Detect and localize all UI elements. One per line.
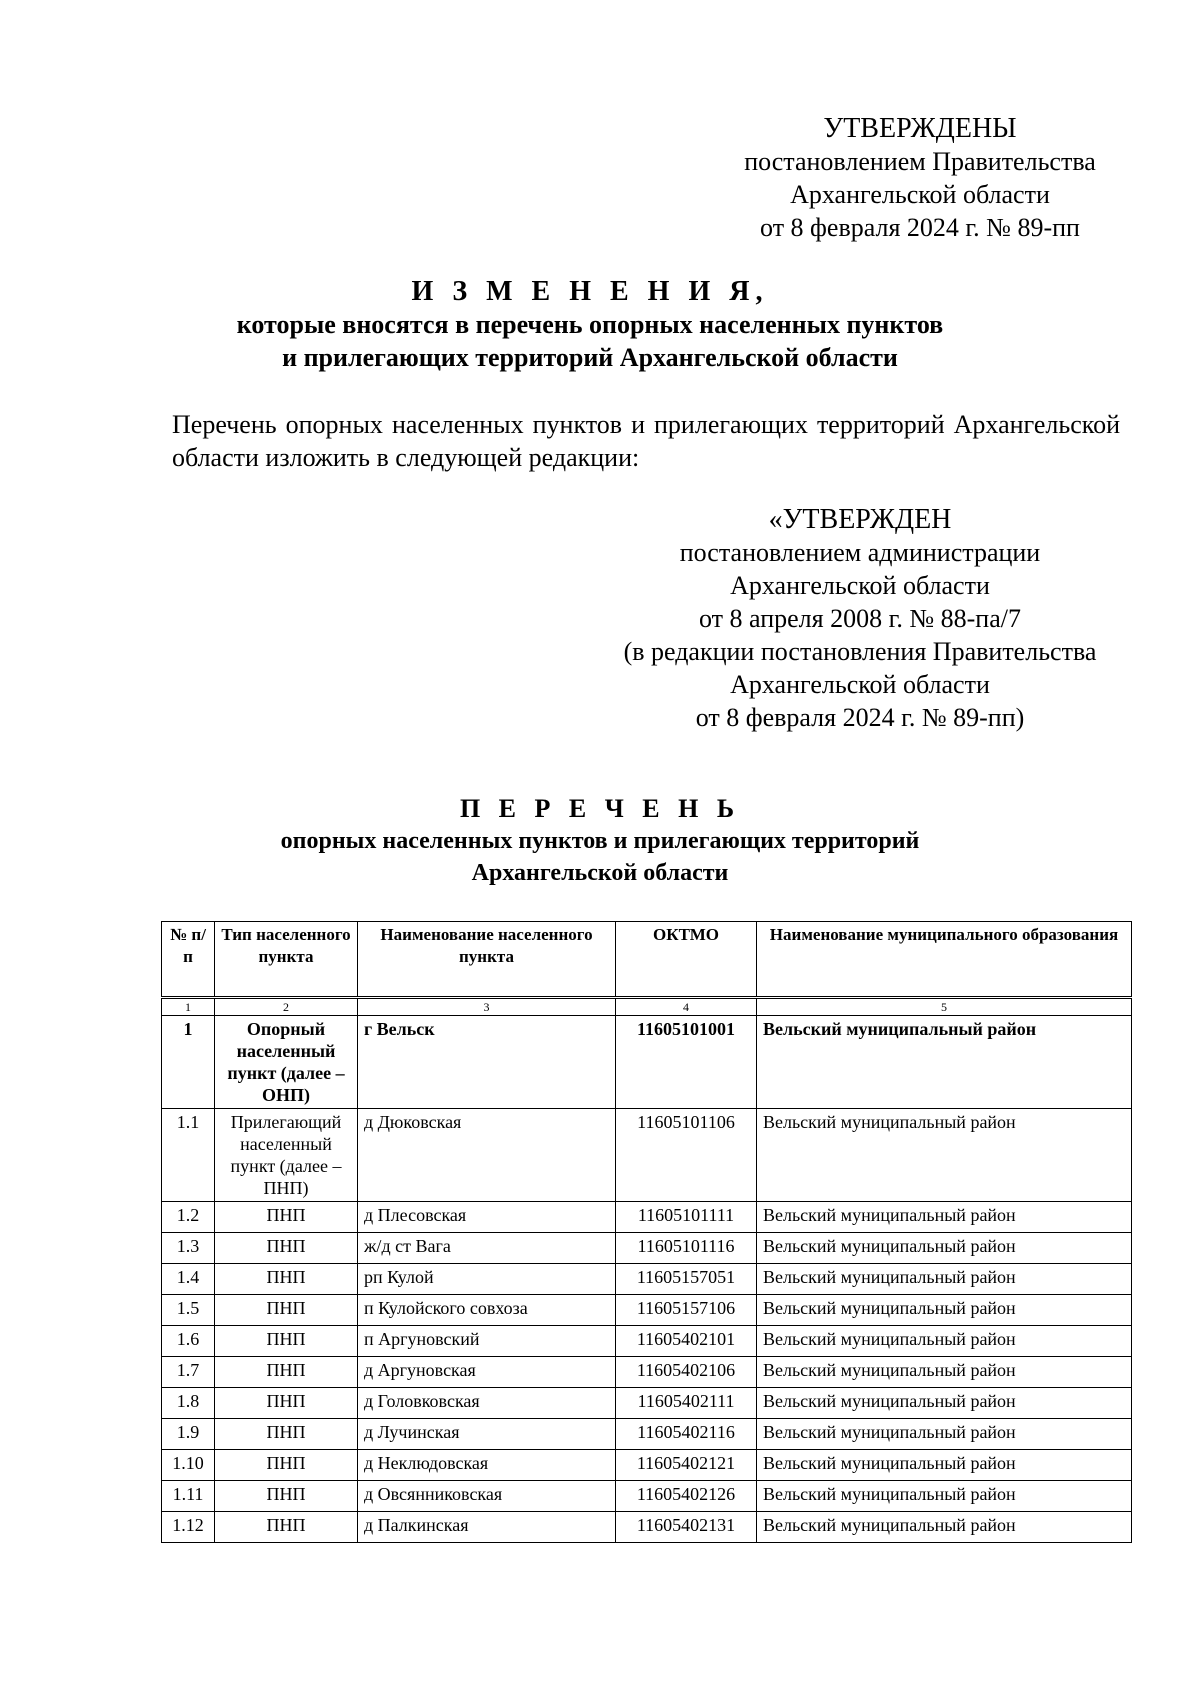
approval2-line: Архангельской области xyxy=(730,670,990,699)
settlements-table xyxy=(161,921,1132,1543)
list-title-block xyxy=(140,793,1060,889)
cell-oktmo: 11605402121 xyxy=(616,1450,757,1481)
approval-line: Архангельской области xyxy=(790,180,1050,209)
cell-oktmo: 11605157051 xyxy=(616,1264,757,1295)
header-oktmo: ОКТМО xyxy=(616,922,757,998)
cell-type: ПНП xyxy=(215,1450,358,1481)
cell-name: д Палкинская xyxy=(358,1512,616,1543)
list-subtitle: опорных населенных пунктов и прилегающих территорий xyxy=(280,828,920,854)
cell-name: д Дюковская xyxy=(358,1109,616,1202)
cell-type: ПНП xyxy=(215,1233,358,1264)
approval2-line: от 8 апреля 2008 г. № 88-па/7 xyxy=(699,604,1021,633)
table-row xyxy=(162,1450,1132,1481)
cell-number: 1.12 xyxy=(162,1512,215,1543)
cell-number: 1.9 xyxy=(162,1419,215,1450)
table-row xyxy=(162,1016,1132,1109)
cell-name: д Плесовская xyxy=(358,1202,616,1233)
cell-oktmo: 11605101001 xyxy=(616,1016,757,1109)
changes-subtitle: и прилегающих территорий Архангельской области xyxy=(282,343,898,372)
cell-number: 1 xyxy=(162,1016,215,1109)
cell-type: ПНП xyxy=(215,1419,358,1450)
header-municipality: Наименование муниципального образования xyxy=(757,922,1132,998)
table-row xyxy=(162,1202,1132,1233)
approval2-heading: «УТВЕРЖДЕН xyxy=(768,504,952,535)
cell-type: ПНП xyxy=(215,1357,358,1388)
cell-municipality: Вельский муниципальный район xyxy=(757,1233,1132,1264)
cell-type: ПНП xyxy=(215,1481,358,1512)
cell-number: 1.6 xyxy=(162,1326,215,1357)
cell-type: ПНП xyxy=(215,1295,358,1326)
intro-paragraph: Перечень опорных населенных пунктов и прилегающих территорий Архангельской области изложить в следующей редакции: xyxy=(172,410,1120,472)
table-header-row xyxy=(162,922,1132,998)
cell-municipality: Вельский муниципальный район xyxy=(757,1016,1132,1109)
cell-number: 1.3 xyxy=(162,1233,215,1264)
cell-municipality: Вельский муниципальный район xyxy=(757,1109,1132,1202)
cell-name: п Кулойского совхоза xyxy=(358,1295,616,1326)
table-row xyxy=(162,1481,1132,1512)
cell-name: д Овсянниковская xyxy=(358,1481,616,1512)
cell-municipality: Вельский муниципальный район xyxy=(757,1202,1132,1233)
cell-name: д Аргуновская xyxy=(358,1357,616,1388)
approval-stamp-2 xyxy=(590,503,1130,734)
approval2-line: постановлением администрации xyxy=(679,538,1041,567)
cell-name: рп Кулой xyxy=(358,1264,616,1295)
cell-name: д Неклюдовская xyxy=(358,1450,616,1481)
header-number: № п/п xyxy=(162,922,215,998)
table-row xyxy=(162,1419,1132,1450)
cell-oktmo: 11605101106 xyxy=(616,1109,757,1202)
cell-municipality: Вельский муниципальный район xyxy=(757,1295,1132,1326)
cell-oktmo: 11605402111 xyxy=(616,1388,757,1419)
approval2-line: от 8 февраля 2024 г. № 89-пп) xyxy=(695,703,1025,732)
cell-number: 1.7 xyxy=(162,1357,215,1388)
header-type: Тип населенного пункта xyxy=(215,922,358,998)
table-column-numbers xyxy=(162,998,1132,1016)
cell-type: ПНП xyxy=(215,1512,358,1543)
cell-number: 1.5 xyxy=(162,1295,215,1326)
cell-type: ПНП xyxy=(215,1388,358,1419)
column-number: 3 xyxy=(358,998,616,1016)
table-row xyxy=(162,1295,1132,1326)
cell-oktmo: 11605402116 xyxy=(616,1419,757,1450)
cell-type: ПНП xyxy=(215,1326,358,1357)
approval2-line: Архангельской области xyxy=(730,571,990,600)
cell-name: п Аргуновский xyxy=(358,1326,616,1357)
column-number: 4 xyxy=(616,998,757,1016)
cell-name: д Головковская xyxy=(358,1388,616,1419)
cell-oktmo: 11605402131 xyxy=(616,1512,757,1543)
cell-municipality: Вельский муниципальный район xyxy=(757,1357,1132,1388)
list-title: П Е Р Е Ч Е Н Ь xyxy=(459,794,741,823)
cell-number: 1.10 xyxy=(162,1450,215,1481)
cell-oktmo: 11605402106 xyxy=(616,1357,757,1388)
approval-line: от 8 февраля 2024 г. № 89-пп xyxy=(760,213,1080,242)
cell-name: г Вельск xyxy=(358,1016,616,1109)
cell-oktmo: 11605402126 xyxy=(616,1481,757,1512)
cell-oktmo: 11605157106 xyxy=(616,1295,757,1326)
approval-stamp xyxy=(720,112,1120,244)
column-number: 5 xyxy=(757,998,1132,1016)
table-row xyxy=(162,1326,1132,1357)
cell-municipality: Вельский муниципальный район xyxy=(757,1419,1132,1450)
list-subtitle: Архангельской области xyxy=(471,860,729,886)
table-row xyxy=(162,1109,1132,1202)
cell-name: д Лучинская xyxy=(358,1419,616,1450)
column-number: 2 xyxy=(215,998,358,1016)
cell-number: 1.11 xyxy=(162,1481,215,1512)
cell-municipality: Вельский муниципальный район xyxy=(757,1388,1132,1419)
cell-municipality: Вельский муниципальный район xyxy=(757,1512,1132,1543)
table-row xyxy=(162,1357,1132,1388)
cell-type: Опорный населенный пункт (далее – ОНП) xyxy=(215,1016,358,1109)
cell-oktmo: 11605402101 xyxy=(616,1326,757,1357)
cell-number: 1.2 xyxy=(162,1202,215,1233)
approval-heading: УТВЕРЖДЕНЫ xyxy=(823,113,1017,144)
cell-municipality: Вельский муниципальный район xyxy=(757,1450,1132,1481)
cell-type: Прилегающий населенный пункт (далее – ПНП) xyxy=(215,1109,358,1202)
cell-name: ж/д ст Вага xyxy=(358,1233,616,1264)
cell-type: ПНП xyxy=(215,1202,358,1233)
table-row xyxy=(162,1264,1132,1295)
cell-number: 1.8 xyxy=(162,1388,215,1419)
cell-oktmo: 11605101111 xyxy=(616,1202,757,1233)
approval-line: постановлением Правительства xyxy=(744,147,1096,176)
cell-number: 1.1 xyxy=(162,1109,215,1202)
table-row xyxy=(162,1512,1132,1543)
changes-title-block xyxy=(140,275,1040,374)
cell-municipality: Вельский муниципальный район xyxy=(757,1481,1132,1512)
table-row xyxy=(162,1388,1132,1419)
cell-municipality: Вельский муниципальный район xyxy=(757,1264,1132,1295)
table-row xyxy=(162,1233,1132,1264)
cell-municipality: Вельский муниципальный район xyxy=(757,1326,1132,1357)
cell-oktmo: 11605101116 xyxy=(616,1233,757,1264)
column-number: 1 xyxy=(162,998,215,1016)
changes-subtitle: которые вносятся в перечень опорных населенных пунктов xyxy=(236,310,944,339)
approval2-line: (в редакции постановления Правительства xyxy=(623,637,1097,666)
header-name: Наименование населенного пункта xyxy=(358,922,616,998)
cell-number: 1.4 xyxy=(162,1264,215,1295)
cell-type: ПНП xyxy=(215,1264,358,1295)
changes-title: И З М Е Н Е Н И Я, xyxy=(411,276,769,307)
